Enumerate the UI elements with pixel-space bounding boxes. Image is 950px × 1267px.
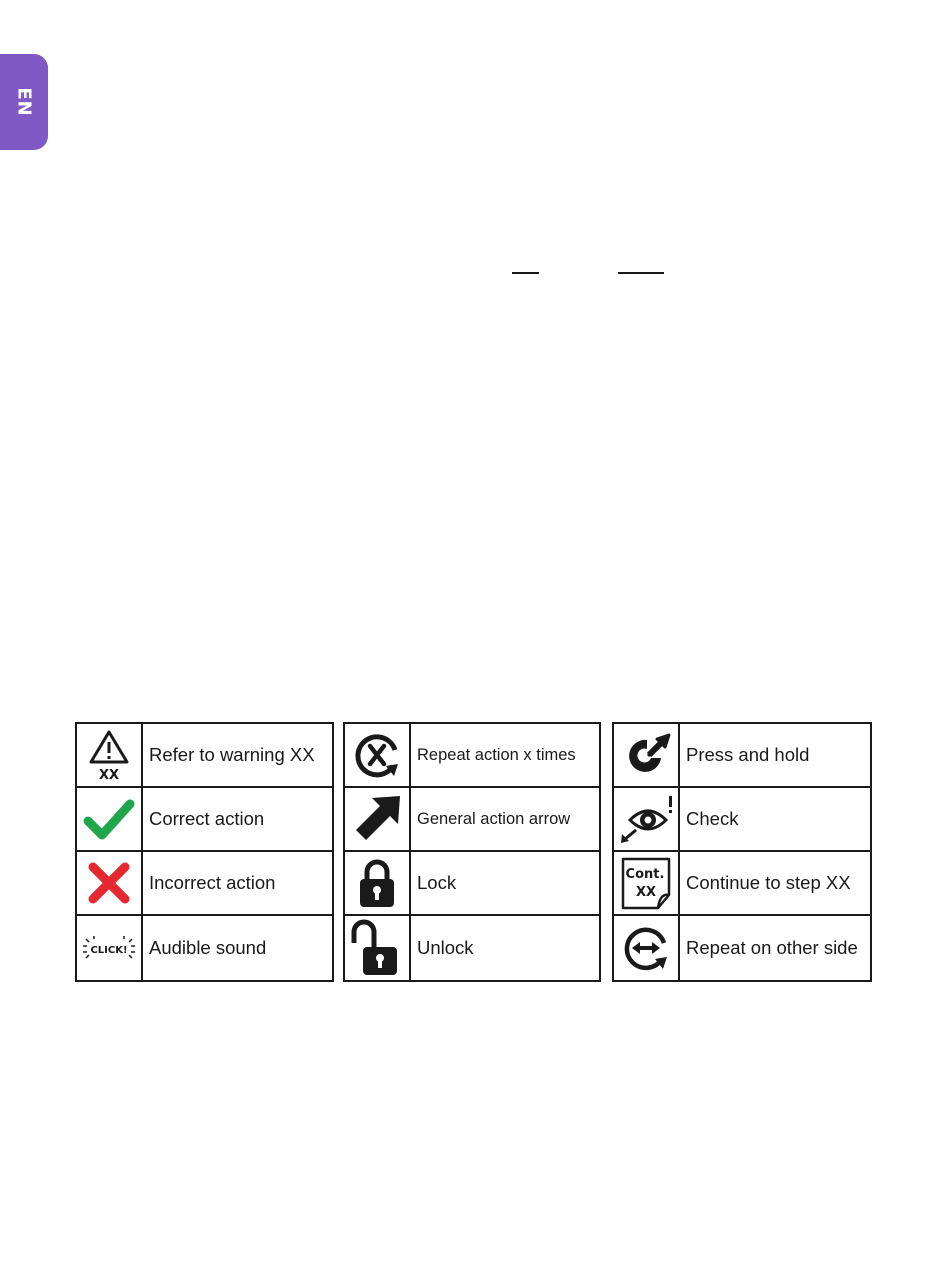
language-tab-label: EN bbox=[13, 87, 35, 117]
repeat-other-side-icon bbox=[621, 923, 671, 973]
underline-mark bbox=[618, 272, 664, 274]
legend-label: Lock bbox=[411, 852, 599, 916]
repeat-x-icon bbox=[352, 730, 402, 780]
warning-icon-text: XX bbox=[98, 768, 120, 781]
legend-label: Audible sound bbox=[149, 937, 267, 958]
legend-table-left bbox=[75, 722, 334, 982]
legend-label: Continue to step XX bbox=[680, 852, 870, 916]
legend-label: Incorrect action bbox=[143, 852, 332, 916]
action-arrow-icon bbox=[350, 792, 404, 846]
language-tab bbox=[0, 54, 48, 150]
press-hold-icon bbox=[621, 730, 671, 780]
legend-label: Press and hold bbox=[680, 724, 870, 788]
legend-icon-cell bbox=[77, 724, 143, 788]
continue-icon-text-1: Cont. bbox=[625, 867, 665, 882]
legend-icon-cell bbox=[614, 852, 680, 916]
checkmark-icon bbox=[83, 797, 135, 841]
legend-icon-cell bbox=[77, 788, 143, 852]
legend-icon-cell bbox=[345, 788, 411, 852]
legend-icon-cell bbox=[614, 788, 680, 852]
lock-icon bbox=[357, 857, 397, 909]
unlock-icon bbox=[350, 919, 404, 977]
legend-label: Refer to warning XX bbox=[143, 724, 332, 788]
legend-icon-cell bbox=[345, 724, 411, 788]
continue-page-icon bbox=[618, 855, 674, 911]
click-sound-icon bbox=[81, 933, 137, 963]
legend-icon-cell bbox=[614, 724, 680, 788]
legend-icon-cell bbox=[345, 852, 411, 916]
eye-check-icon bbox=[618, 794, 674, 844]
legend-label: Repeat action x times bbox=[411, 724, 599, 788]
legend-icon-cell bbox=[614, 916, 680, 980]
legend-label: Repeat on other side bbox=[686, 937, 858, 958]
warning-triangle-icon bbox=[87, 729, 131, 781]
legend-label: Check bbox=[680, 788, 870, 852]
legend-table-right bbox=[612, 722, 872, 982]
legend-icon-cell bbox=[77, 916, 143, 980]
underline-mark bbox=[512, 272, 539, 274]
continue-icon-text-2: XX bbox=[635, 885, 657, 900]
legend-icon-cell bbox=[77, 852, 143, 916]
legend-icon-cell bbox=[345, 916, 411, 980]
click-icon-text: CLICK! bbox=[90, 945, 128, 956]
legend-label: Correct action bbox=[143, 788, 332, 852]
legend-label: General action arrow bbox=[411, 788, 599, 852]
cross-icon bbox=[86, 860, 132, 906]
legend-table-middle bbox=[343, 722, 601, 982]
legend-label: Unlock bbox=[417, 937, 474, 958]
